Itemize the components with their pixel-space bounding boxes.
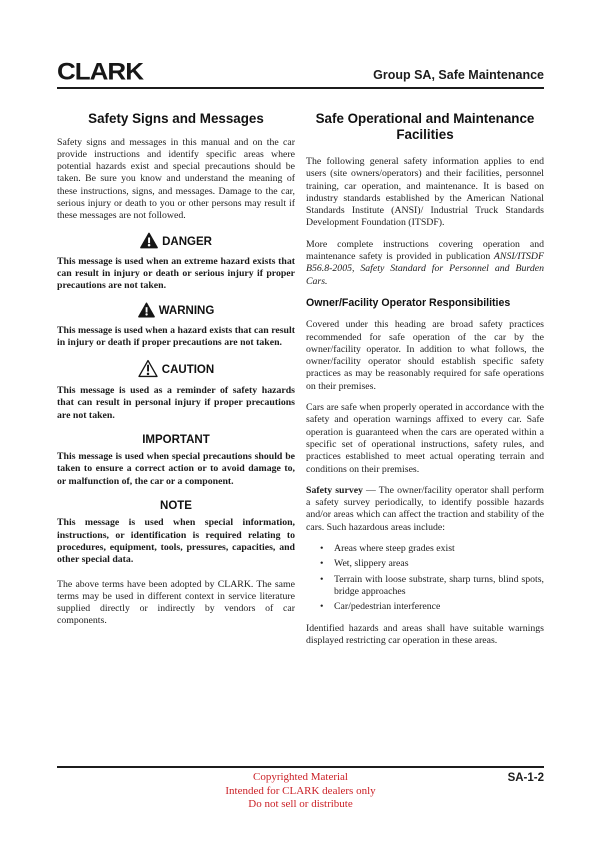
danger-text: This message is used when an extreme hazard exists that can result in injury or death or serious injury if proper precautions are not taken.: [57, 255, 295, 292]
left-column: [57, 111, 295, 656]
list-item: [306, 558, 544, 570]
bullet-marker: •: [320, 573, 324, 585]
list-item-text: Areas where steep grades exist: [334, 543, 455, 555]
page-number: SA-1-2: [507, 772, 544, 784]
responsibilities-paragraph-2: Cars are safe when properly operated in accordance with the safety and operation warnings affixed to every car. Safe operation is guaranteed when the cars are operated within a specific set of operational instructions, safety rules, and practices established to meet actual operating terrain and conditions on their premises.: [306, 402, 544, 475]
warning-label: WARNING: [158, 305, 215, 318]
list-item-text: Car/pedestrian interference: [334, 601, 441, 613]
caution-text: This message is used as a reminder of safety hazards that can result in personal injury if proper precautions are not taken.: [57, 384, 295, 421]
hazard-areas-list: [306, 543, 544, 613]
bullet-marker: •: [320, 601, 324, 613]
responsibilities-paragraph-1: Covered under this heading are broad safety practices recommended for safe operation of the car by the owner/facility operator. In addition to what follows, the owner/facility operator should establish specific safety practices as may be reasonably required for safe operations on their premises.: [306, 319, 544, 392]
list-item-text: Terrain with loose substrate, sharp turns, blind spots, bridge approaches: [334, 573, 544, 597]
closing-paragraph: The above terms have been adopted by CLARK. The same terms may be used in different context in service literature supplied directly or indirectly by vendors of car components.: [57, 578, 295, 627]
publication-title-italic: ANSI/ITSDF B56.8-2005, Safety Standard for Personnel and Burden Cars.: [306, 251, 544, 287]
note-text: This message is used when special information, instructions, or identification is required relating to procedures, equipment, tools, pressures, capacities, and other special data.: [57, 517, 295, 566]
warning-heading: [57, 302, 295, 321]
list-item-text: Wet, slippery areas: [334, 558, 409, 570]
list-item: [306, 543, 544, 555]
group-title: Group SA, Safe Maintenance: [373, 68, 544, 82]
note-heading: NOTE: [160, 500, 192, 513]
page-footer: [57, 766, 544, 812]
important-text: This message is used when special precautions should be taken to ensure a correct action or to avoid damage to, or malfunction of, the car or a component.: [57, 451, 295, 487]
copyright-line: Intended for CLARK dealers only: [225, 784, 376, 797]
intro-paragraph: Safety signs and messages in this manual and on the car provide instructions and identify specific areas where potential hazards exist and special precautions should be taken. Be sure you know and understand the meaning of these instructions, signs, and messages. Damage to the car, serious injury or death to you or other persons may result if these messages are not followed.: [57, 136, 295, 222]
caution-triangle-icon: [138, 359, 158, 381]
caution-heading: [57, 359, 295, 381]
list-item: [306, 574, 544, 599]
identified-hazards-paragraph: Identified hazards and areas shall have suitable warnings displayed restricting car operation in these areas.: [306, 622, 544, 646]
danger-label: DANGER: [162, 235, 212, 248]
copyright-notice: [57, 771, 544, 812]
content-columns: [57, 111, 544, 656]
right-column-title: Safe Operational and Maintenance Facilities: [315, 111, 535, 142]
warning-triangle-icon: [138, 302, 155, 321]
manual-page: [57, 58, 544, 656]
warning-text: This message is used when a hazard exists that can result in injury or death if proper precautions are not taken.: [57, 325, 295, 349]
danger-heading: [57, 232, 295, 252]
safety-survey-text: — The owner/facility operator shall perform a safety survey periodically, to identify possible hazards and/or areas which can affect the traction and stability of the cars. Such hazardous areas include:: [306, 484, 544, 533]
copyright-line: Copyrighted Material: [252, 771, 348, 783]
facilities-paragraph-2: [306, 239, 544, 288]
publication-text: More complete instructions covering operation and maintenance safety is provided in publication: [306, 238, 544, 263]
right-column: [306, 111, 544, 656]
bullet-marker: •: [320, 558, 324, 570]
caution-label: CAUTION: [161, 363, 215, 376]
left-column-title: Safety Signs and Messages: [88, 111, 264, 126]
owner-responsibilities-subheading: Owner/Facility Operator Responsibilities: [306, 296, 511, 309]
list-item: [306, 601, 544, 613]
clark-logo: CLARK: [57, 57, 143, 85]
copyright-line: Do not sell or distribute: [248, 798, 353, 810]
safety-survey-term: Safety survey: [306, 484, 363, 496]
important-heading: IMPORTANT: [142, 433, 210, 446]
danger-triangle-icon: [140, 232, 158, 252]
facilities-paragraph-1: The following general safety information applies to end users (site owners/operators) and their facilities, personnel training, car operation, and maintenance. It is based on industry standards established by the American National Standards Institute (ANSI)/ Industrial Truck Standards Development Foundation (ITSDF).: [306, 156, 544, 229]
page-header: [57, 58, 544, 89]
safety-survey-paragraph: [306, 485, 544, 534]
bullet-marker: •: [320, 543, 324, 555]
